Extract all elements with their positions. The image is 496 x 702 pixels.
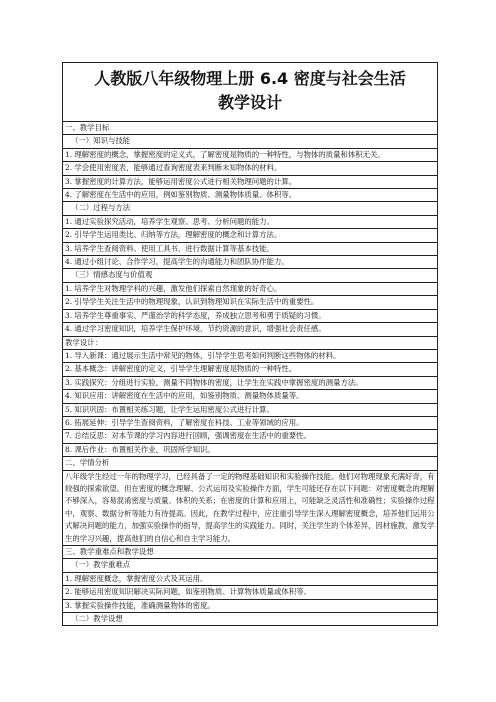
table-row: 2. 引导学生运用类比、归纳等方法，理解密度的概念和计算方法。 [63, 229, 437, 242]
table-row: 8. 课后作业：布置相关作业，巩固所学知识。 [63, 444, 437, 457]
table-row: 1. 理解密度的概念，掌握密度的定义式，了解密度是物质的一种特性，与物体的质量和体积无关。 [63, 149, 437, 162]
table-row: 3. 实践探究：分组进行实验，测量不同物体的密度，让学生在实践中掌握密度的测量方法。 [63, 377, 437, 390]
table-row: 2. 基本概念：讲解密度的定义，引导学生理解密度是物质的一种特性。 [63, 363, 437, 376]
table-row: 4. 了解密度在生活中的应用，例如鉴别物质、测量物体质量、体积等。 [63, 189, 437, 202]
table-row: 2. 引导学生关注生活中的物理现象，认识到物理知识在实际生活中的重要性。 [63, 296, 437, 309]
table-row: 2. 能够运用密度知识解决实际问题，如鉴别物质、计算物体质量或体积等。 [63, 586, 437, 599]
table-row: （一）知识与技能 [63, 135, 437, 148]
table-row: 4. 通过学习密度知识，培养学生保护环境、节约资源的意识，增强社会责任感。 [63, 323, 437, 336]
table-row: 1. 理解密度概念，掌握密度公式及其运用。 [63, 573, 437, 586]
table-row: 2. 学会使用密度表，能够通过查询密度表来判断未知物体的材料。 [63, 162, 437, 175]
table-row: 1. 导入新课：通过展示生活中常见的物体，引导学生思考如何判断这些物体的材料。 [63, 350, 437, 363]
document-page [62, 62, 436, 702]
table-row: 一、教学目标 [63, 122, 437, 135]
table-row: （三）情感态度与价值观 [63, 269, 437, 282]
table-row: 7. 总结反思：对本节课的学习内容进行回顾，强调密度在生活中的重要性。 [63, 430, 437, 443]
table-row: 6. 拓展延伸：引导学生查阅资料，了解密度在科技、工业等领域的应用。 [63, 417, 437, 430]
table-row: 4. 知识应用：讲解密度在生活中的应用，如鉴别物质、测量物体质量等。 [63, 390, 437, 403]
table-row: 3. 培养学生尊重事实、严谨治学的科学态度，养成独立思考和勇于质疑的习惯。 [63, 310, 437, 323]
table-row: 二、学情分析 [63, 457, 437, 470]
table-row: 教学设计： [63, 337, 437, 350]
table-row: 3. 培养学生查阅资料、使用工具书、进行数据计算等基本技能。 [63, 243, 437, 256]
title-line-2: 教学设计 [217, 93, 282, 112]
table-row: 1. 通过实验探究活动，培养学生观察、思考、分析问题的能力。 [63, 216, 437, 229]
table-row: 1. 培养学生对物理学科的兴趣，激发他们探索自然现象的好奇心。 [63, 283, 437, 296]
table-row: 4. 通过小组讨论、合作学习，提高学生的沟通能力和团队协作能力。 [63, 256, 437, 269]
table-row: （一）教学重难点 [63, 559, 437, 572]
table-row: 3. 掌握实验操作技能，准确测量物体的密度。 [63, 600, 437, 613]
lesson-plan-table [62, 62, 438, 626]
table-row: （二）教学设想 [63, 613, 437, 626]
table-row: 5. 知识巩固：布置相关练习题，让学生运用密度公式进行计算。 [63, 404, 437, 417]
table-row: 三、教学重难点和教学设想 [63, 546, 437, 559]
table-row: （二）过程与方法 [63, 202, 437, 215]
table-row: 3. 掌握密度的计算方法，能够运用密度公式进行相关物理问题的计算。 [63, 176, 437, 189]
table-row: 八年级学生经过一年的物理学习，已经具备了一定的物理基础知识和实验操作技能。他们对物理现象充满好奇，有较强的探索欲望。但在密度的概念理解、公式运用及实验操作方面，学生可能还存在以下问题：对密度概念的理解不够深入，容易混淆密度与质量、体积的关系；在密度的计算和应用上，可能缺乏灵活性和准确性；实验操作过程中，观察、数据分析等能力有待提高。因此，在教学过程中，应注重引导学生深入理解密度概念，培养他们运用公式解决问题的能力，加强实验操作的指导，提高学生的实践能力。同时，关注学生的个体差异，因材施教，激发学生的学习兴趣，提高他们的自信心和自主学习能力。 [63, 471, 437, 546]
document-title [63, 63, 437, 122]
title-line-1: 人教版八年级物理上册 6.4 密度与社会生活 [94, 69, 406, 88]
